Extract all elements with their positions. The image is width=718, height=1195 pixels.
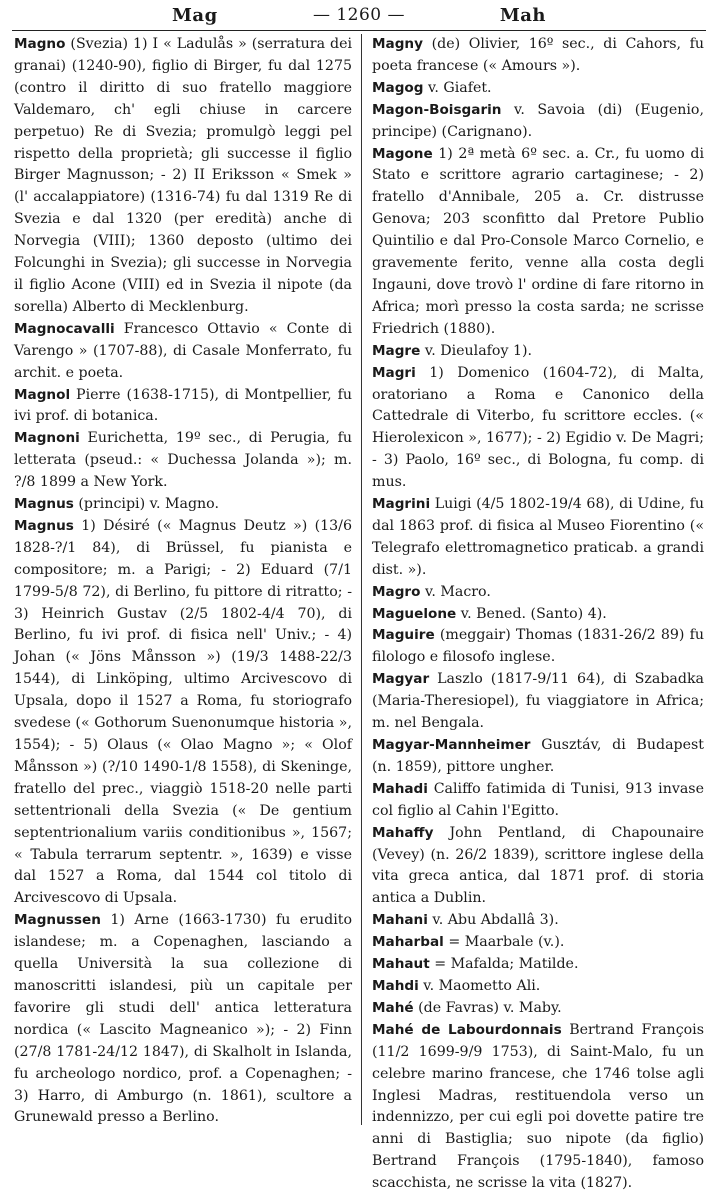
entry-text: 1) Domenico (1604-72), di Malta, oratoriano a Roma e Canonico della Cattedrale di Viterbo, fu scrittore eccles. (« Hierolexicon », 1677); - 2) Egidio v. De Magri; - 3) Paolo, 16º sec., di Bologna, fu comp. di mus. bbox=[372, 364, 704, 491]
entry-headword: Magre bbox=[372, 342, 421, 359]
dictionary-entry bbox=[14, 494, 352, 516]
entry-headword: Maguire bbox=[372, 627, 435, 644]
entry-text: v. Savoia (di) (Eugenio, principe) (Carignano). bbox=[372, 101, 704, 140]
entry-text: Eurichetta, 19º sec., di Perugia, fu letterata (pseud.: « Duchessa Jolanda »); m. ?/8 1899 a New York. bbox=[14, 430, 352, 491]
dictionary-entry bbox=[372, 823, 704, 911]
dictionary-entry bbox=[14, 428, 352, 494]
entry-headword: Magro bbox=[372, 583, 421, 600]
dictionary-entry bbox=[14, 910, 352, 1129]
page-number: — 1260 — bbox=[312, 5, 406, 25]
entry-headword: Mahé bbox=[372, 999, 414, 1016]
dictionary-entry bbox=[372, 341, 704, 363]
entry-headword: Magyar-Mannheimer bbox=[372, 737, 531, 753]
entry-headword: Magnussen bbox=[14, 912, 101, 929]
entry-text: Bertrand François (11/2 1699-9/9 1753), di Saint-Malo, fu un celebre marino francese, che 1746 tolse agli Inglesi Madras, restituendola verso un indennizzo, per cui egli poi dovette patire tre anni di Bastiglia; suo nipote (da figlio) Bertrand François (1795-1840), famoso scacchista, ne scrisse la vita (1827). bbox=[372, 1021, 704, 1192]
entry-text: (meggair) Thomas (1831-26/2 89) fu filologo e filosofo inglese. bbox=[372, 627, 704, 666]
dictionary-entry bbox=[372, 735, 704, 779]
entry-text: 1) Arne (1663-1730) fu erudito islandese; m. a Copenaghen, lasciando a quella Università la sua collezione di manoscritti islandesi, più un capitale per favorire gli studi dell' antica letteratura nordica (« Lascito Magneanico »); - 2) Finn (27/8 1781-24/12 1847), di Skalholt in Islanda, fu archeologo nordico, prof. a Copenaghen; - 3) Harro, di Amburgo (n. 1861), scultore a Grunewald presso a Berlino. bbox=[14, 912, 352, 1126]
entry-text: (Svezia) 1) I « Ladulås » (serratura dei granai) (1240-90), figlio di Birger, fu dal 1275 (contro il diritto di suo fratello maggiore Valdemaro, ch' egli chiuse in carcere perpetuo) Re di Svezia; promulgò leggi pel rispetto della proprietà; gli successe il figlio Birger Magnusson; - 2) II Eriksson « Smek » (l' accalappiatore) (1316-74) fu dal 1319 Re di Svezia e dal 1320 (per eredità) anche di Norvegia (VIII); 1360 deposto (ultimo dei Folcunghi in Svezia); gli successe in Norvegia il figlio Acone (VIII) ed in Svezia il nipote (da sorella) Alberto di Mecklenburg. bbox=[14, 36, 352, 315]
dictionary-entry bbox=[372, 625, 704, 669]
entry-headword: Magnol bbox=[14, 386, 71, 403]
entry-text: Francesco Ottavio « Conte di Varengo » (1707-88), di Casale Monferrato, fu archit. e poeta. bbox=[14, 320, 352, 381]
left-column bbox=[14, 34, 352, 1129]
entry-headword: Magno bbox=[14, 36, 66, 52]
entry-headword: Magny bbox=[372, 36, 423, 52]
entry-headword: Mahdi bbox=[372, 977, 419, 994]
dictionary-entry bbox=[372, 779, 704, 823]
dictionary-entry bbox=[14, 516, 352, 910]
entry-text: 1) Désiré (« Magnus Deutz ») (13/6 1828-?/1 84), di Brüssel, fu pianista e compositore; m. a Parigi; - 2) Eduard (7/1 1799-5/8 72), di Berlino, fu pittore di ritratto; - 3) Heinrich Gustav (2/5 1802-4/4 70), di Berlino, fu ivi prof. di fisica nell' Univ.; - 4) Johan (« Jöns Månsson ») (19/3 1488-22/3 1544), di Linköping, ultimo Arcivescovo di Upsala, dopo il 1527 a Roma, fu storiografo svedese (« Gothorum Suenonumque historia », 1554); - 5) Olaus (« Olao Magno »; « Olof Månsson ») (?/10 1490-1/8 1558), di Skeninge, fratello del prec., viaggiò 1518-20 nelle parti settentrionali della Svezia (« De gentium septentrionalium variis conditionibus », 1567; « Tabula terrarum septentr. », 1639) e visse dal 1527 a Roma, dal 1544 col titolo di Arcivescovo di Upsala. bbox=[14, 517, 352, 907]
dictionary-entry bbox=[372, 1020, 704, 1195]
entry-text: v. Abu Abdallâ 3). bbox=[427, 912, 559, 929]
entry-headword: Magrini bbox=[372, 496, 431, 513]
dictionary-entry bbox=[372, 34, 704, 78]
dictionary-entry bbox=[372, 976, 704, 998]
running-head-right: Mah bbox=[499, 5, 546, 26]
dictionary-entry bbox=[14, 385, 352, 429]
entry-headword: Magnoni bbox=[14, 430, 80, 447]
entry-text: Pierre (1638-1715), di Montpellier, fu ivi prof. di botanica. bbox=[14, 386, 352, 425]
entry-headword: Mahaffy bbox=[372, 824, 434, 841]
entry-headword: Magnus bbox=[14, 517, 74, 534]
dictionary-entry bbox=[372, 363, 704, 494]
entry-headword: Magon-Boisgarin bbox=[372, 101, 502, 118]
entry-text: 1) 2ª metà 6º sec. a. Cr., fu uomo di Stato e scrittore agrario cartaginese; - 2) fratello d'Annibale, 205 a. Cr. distrusse Genova; 203 sconfitto dal Pretore Publio Quintilio e dal Pro-Console Marco Cornelio, e gravemente ferito, venne alla costa degli Ingauni, dove trovò l' ordine di fare ritorno in Africa; morì presso la costa sarda; ne scrisse Friedrich (1880). bbox=[372, 145, 704, 337]
entry-headword: Magnocavalli bbox=[14, 320, 115, 337]
dictionary-entry bbox=[372, 100, 704, 144]
entry-headword: Magone bbox=[372, 145, 433, 162]
entry-headword: Maguelone bbox=[372, 605, 457, 622]
entry-headword: Magog bbox=[372, 79, 424, 96]
dictionary-entry bbox=[372, 910, 704, 932]
dictionary-entry bbox=[372, 78, 704, 100]
running-head-left: Mag bbox=[172, 5, 218, 26]
entry-text: = Maarbale (v.). bbox=[443, 934, 565, 951]
entry-text: v. Bened. (Santo) 4). bbox=[456, 605, 607, 622]
dictionary-entry bbox=[372, 954, 704, 976]
entry-headword: Magri bbox=[372, 364, 416, 381]
entry-text: v. Maometto Ali. bbox=[418, 977, 541, 994]
entry-headword: Maharbal bbox=[372, 934, 444, 951]
entry-text: v. Dieulafoy 1). bbox=[420, 342, 533, 359]
entry-text: Laszlo (1817-9/11 64), di Szabadka (Maria-Theresiopel), fu viaggiatore in Africa; m. nel Bengala. bbox=[372, 671, 704, 732]
entry-text: Califfo fatimida di Tunisi, 913 invase col figlio al Cahin l'Egitto. bbox=[372, 780, 704, 819]
entry-text: (principi) v. Magno. bbox=[73, 496, 219, 513]
column-divider bbox=[361, 34, 362, 1125]
entry-headword: Magyar bbox=[372, 671, 430, 688]
dictionary-entry bbox=[372, 669, 704, 735]
dictionary-entry bbox=[372, 998, 704, 1020]
entry-headword: Mahé de Labourdonnais bbox=[372, 1021, 562, 1038]
entry-text: Luigi (4/5 1802-19/4 68), di Udine, fu dal 1863 prof. di fisica al Museo Fiorentino (« Telegrafo elettromagnetico praticab. a grandi dist. »). bbox=[372, 496, 704, 578]
dictionary-entry bbox=[372, 144, 704, 341]
dictionary-entry bbox=[14, 34, 352, 319]
entry-headword: Mahani bbox=[372, 912, 428, 929]
dictionary-entry bbox=[372, 604, 704, 626]
entry-text: Gusztáv, di Budapest (n. 1859), pittore ungher. bbox=[372, 737, 704, 775]
entry-headword: Mahadi bbox=[372, 780, 428, 797]
page-header bbox=[12, 2, 706, 31]
entry-text: (de) Olivier, 16º sec., di Cahors, fu poeta francese (« Amours »). bbox=[372, 36, 704, 74]
entry-headword: Mahaut bbox=[372, 956, 430, 973]
entry-headword: Magnus bbox=[14, 496, 74, 513]
entry-text: v. Giafet. bbox=[423, 79, 492, 96]
dictionary-entry bbox=[14, 319, 352, 385]
dictionary-entry bbox=[372, 582, 704, 604]
dictionary-entry bbox=[372, 494, 704, 582]
right-column bbox=[372, 34, 704, 1192]
entry-text: (de Favras) v. Maby. bbox=[413, 999, 562, 1016]
entry-text: = Mafalda; Matilde. bbox=[429, 956, 579, 973]
entry-text: John Pentland, di Chapounaire (Vevey) (n. 26/2 1839), scrittore inglese della vita greca antica, dal 1871 prof. di storia antica a Dublin. bbox=[372, 824, 704, 907]
dictionary-entry bbox=[372, 932, 704, 954]
entry-text: v. Macro. bbox=[420, 583, 491, 600]
